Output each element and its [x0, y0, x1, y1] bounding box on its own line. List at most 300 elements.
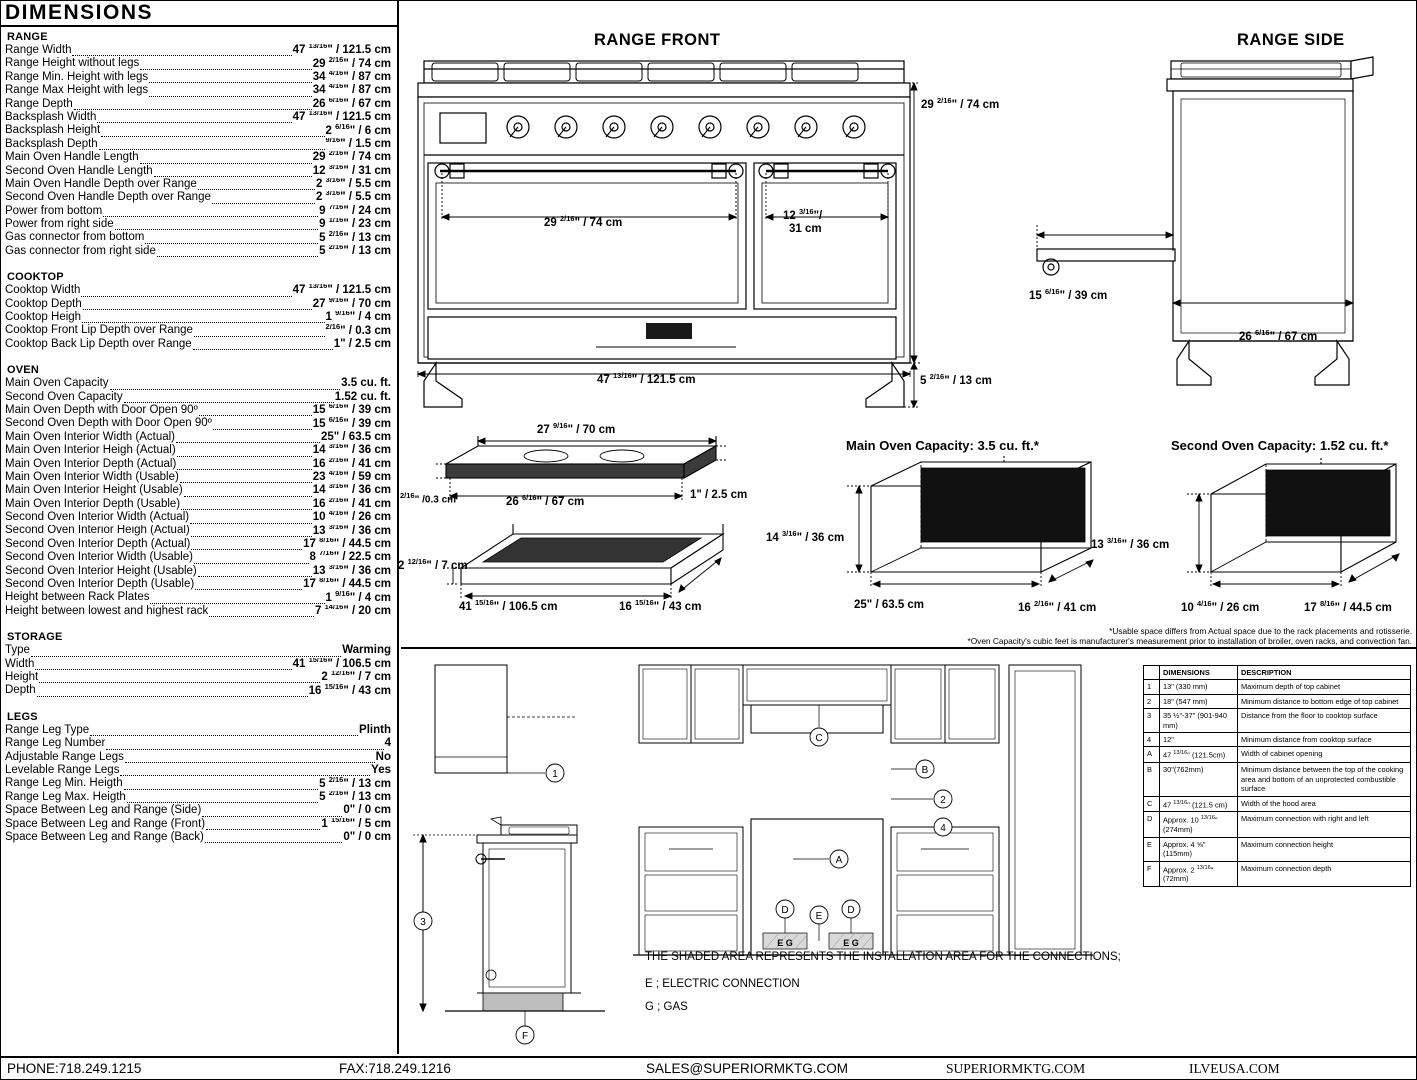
spec-row: [5, 818, 391, 831]
leader-dots: [124, 394, 334, 403]
range-side-heading: RANGE SIDE: [1237, 31, 1345, 49]
leader-dots: [149, 74, 312, 83]
leader-dots: [184, 488, 312, 497]
table-cell-dimension: 12": [1160, 733, 1238, 747]
table-header-dimensions: DIMENSIONS: [1160, 666, 1238, 680]
spec-label: Main Oven Handle Length: [5, 151, 139, 164]
spec-label: Second Oven Interior Depth (Usable): [5, 578, 195, 591]
section-heading-storage: STORAGE: [7, 631, 63, 644]
leader-dots: [82, 314, 324, 323]
spec-value: 47 $^{13/16}$" / 121.5 cm: [292, 110, 391, 123]
spec-row: [5, 298, 391, 311]
footer-phone: PHONE:718.249.1215: [7, 1061, 142, 1076]
section-gap: [5, 698, 391, 711]
leader-dots: [199, 407, 312, 416]
spec-value: 34 $^{4/16}$" / 87 cm: [312, 70, 391, 83]
leader-dots: [35, 661, 291, 670]
spec-row: [5, 658, 391, 671]
spec-row: [5, 511, 391, 524]
spec-row: [5, 431, 391, 444]
spec-label: Height: [5, 671, 39, 683]
spec-value: 15 $^{6/16}$" / 39 cm: [312, 417, 391, 430]
table-cell-dimension: 47 $^{13/16}$" (121.5 cm): [1160, 796, 1238, 812]
spec-value: $^{2/16}$" / 0.3 cm: [325, 324, 391, 337]
table-cell-description: Width of cabinet opening: [1238, 747, 1411, 763]
leader-dots: [115, 221, 318, 230]
installation-front-view: [633, 659, 1123, 969]
footer-site-ilve[interactable]: ILVEUSA.COM: [1189, 1060, 1280, 1076]
leader-dots: [127, 794, 318, 803]
table-cell-description: Distance from the floor to cooktop surface: [1238, 709, 1411, 733]
main-oven-width-dim: 25" / 63.5 cm: [854, 599, 925, 611]
second-oven-width-dim: 10 $^{4/16}$" / 26 cm: [1181, 599, 1260, 614]
spec-row: [5, 791, 391, 804]
svg-text:4: 4: [940, 823, 946, 834]
spec-row: [5, 764, 391, 777]
spec-row: [5, 644, 391, 657]
range-front-drawing: [406, 51, 926, 451]
leader-dots: [198, 568, 312, 577]
spec-label: Range Leg Number: [5, 737, 106, 750]
eg-label-left: E G: [777, 938, 793, 948]
front-width-dim: 47 $^{13/16}$" / 121.5 cm: [597, 371, 696, 386]
spec-label: Second Oven Interior Height (Usable): [5, 564, 197, 577]
table-cell-index: C: [1144, 796, 1160, 812]
spec-row: [5, 591, 391, 604]
spec-label: Second Oven Handle Length: [5, 164, 153, 177]
range-front-heading: RANGE FRONT: [594, 31, 721, 49]
spec-label: Range Leg Min. Heigth: [5, 777, 123, 790]
leader-dots: [205, 834, 343, 843]
table-cell-index: F: [1144, 861, 1160, 886]
table-cell-dimension: 35 ½"-37" (901-940 mm): [1160, 709, 1238, 733]
spec-value: 41 $^{15/16}$" / 106.5 cm: [292, 657, 391, 670]
spec-label: Range Height without legs: [5, 57, 140, 70]
spec-label: Main Oven Interior Depth (Actual): [5, 457, 177, 470]
spec-value: 5 $^{2/16}$" / 13 cm: [319, 777, 391, 790]
spec-row: [5, 84, 391, 97]
drawings-top: [398, 1, 1416, 649]
table-cell-index: A: [1144, 747, 1160, 763]
spec-row: [5, 417, 391, 430]
spec-value: 9 $^{7/16}$" / 24 cm: [319, 204, 391, 217]
leader-dots: [120, 767, 370, 776]
spec-value: 5 $^{2/16}$" / 13 cm: [319, 244, 391, 257]
table-cell-index: 3: [1144, 709, 1160, 733]
spec-label: Backsplash Depth: [5, 137, 98, 150]
footer-fax: FAX:718.249.1216: [339, 1061, 451, 1076]
spec-value: 4: [384, 737, 391, 750]
main-oven-depth-dim: 16 $^{2/16}$" / 41 cm: [1018, 599, 1097, 614]
spec-label: Type: [5, 644, 30, 657]
spec-value: 29 $^{2/16}$" / 74 cm: [312, 57, 391, 70]
table-cell-description: Maximum connection depth: [1238, 861, 1411, 886]
legend-gas: G ; GAS: [645, 1001, 688, 1013]
table-row: [1144, 747, 1411, 763]
spec-row: [5, 98, 391, 111]
second-oven-height-dim: 13 $^{3/16}$" / 36 cm: [1091, 536, 1170, 551]
leader-dots: [110, 381, 341, 390]
table-row: [1144, 763, 1411, 796]
spec-row: [5, 471, 391, 484]
main-oven-height-dim: 14 $^{3/16}$" / 36 cm: [766, 529, 845, 544]
spec-row: [5, 484, 391, 497]
side-door-open-dim: 15 $^{6/16}$" / 39 cm: [1029, 287, 1108, 302]
spec-label: Second Oven Interior Width (Actual): [5, 511, 190, 524]
storage-width-dim: 41 $^{15/16}$" / 106.5 cm: [459, 598, 558, 613]
spec-label: Second Oven Interior Width (Usable): [5, 551, 193, 564]
spec-label: Second Oven Interior Depth (Actual): [5, 537, 191, 550]
front-main-handle-dim: 29 $^{2/16}$" / 74 cm: [544, 214, 623, 229]
spec-value: 16 $^{2/16}$" / 41 cm: [312, 457, 391, 470]
spec-row: [5, 311, 391, 324]
spec-label: Main Oven Capacity: [5, 377, 109, 390]
leader-dots: [154, 168, 312, 177]
page-title: DIMENSIONS: [5, 1, 154, 24]
spec-row: [5, 551, 391, 564]
spec-row: [5, 178, 391, 191]
spec-value: 34 $^{4/16}$" / 87 cm: [312, 84, 391, 97]
table-cell-dimension: 13" (330 mm): [1160, 680, 1238, 694]
front-height-dim: 29 $^{2/16}$" / 74 cm: [921, 96, 1000, 111]
leader-dots: [37, 688, 308, 697]
spec-label: Depth: [5, 684, 36, 697]
leader-dots: [83, 301, 312, 310]
spec-label: Range Depth: [5, 97, 73, 110]
leader-dots: [72, 47, 291, 56]
table-cell-description: Minimum distance to bottom edge of top cabinet: [1238, 694, 1411, 708]
spec-label: Cooktop Depth: [5, 297, 82, 310]
spec-value: 8 $^{7/16}$" / 22.5 cm: [309, 551, 391, 564]
spec-row: [5, 498, 391, 511]
spec-label: Range Max Height with legs: [5, 84, 149, 97]
leader-dots: [202, 808, 342, 817]
spec-label: Power from bottom: [5, 204, 103, 217]
spec-row: [5, 751, 391, 764]
leader-dots: [191, 541, 302, 550]
leader-dots: [195, 581, 302, 590]
main-oven-box-drawing: [841, 456, 1141, 606]
second-oven-capacity-title: Second Oven Capacity: 1.52 cu. ft.*: [1171, 438, 1389, 453]
leader-dots: [97, 114, 291, 123]
svg-text:D: D: [781, 905, 789, 916]
cooktop-depth-dim: 27 $^{9/16}$" / 70 cm: [537, 421, 616, 436]
svg-text:1: 1: [552, 769, 558, 780]
spec-label: Cooktop Back Lip Depth over Range: [5, 337, 192, 350]
spec-value: 14 $^{3/16}$" / 36 cm: [312, 484, 391, 497]
spec-label: Main Oven Interior Width (Actual): [5, 430, 176, 443]
cooktop-inner-dim: 26 $^{6/16}$" / 67 cm: [506, 493, 585, 508]
spec-label: Height between lowest and highest rack: [5, 604, 209, 617]
table-cell-index: 1: [1144, 680, 1160, 694]
spec-label: Height between Rack Plates: [5, 591, 150, 604]
table-header-description: DESCRIPTION: [1238, 666, 1411, 680]
spec-value: 29 $^{2/16}$" / 74 cm: [312, 151, 391, 164]
spec-row: [5, 245, 391, 258]
spec-label: Space Between Leg and Range (Front): [5, 817, 206, 830]
leader-dots: [193, 341, 333, 350]
spec-label: Backsplash Height: [5, 124, 101, 137]
spec-value: 3.5 cu. ft.: [341, 377, 391, 390]
svg-text:C: C: [815, 733, 823, 744]
spec-label: Space Between Leg and Range (Back): [5, 830, 204, 843]
spec-value: 2 $^{6/16}$" / 6 cm: [325, 124, 391, 137]
spec-label: Second Oven Interior Heigh (Actual): [5, 524, 190, 537]
spec-value: 9 $^{1/16}$" / 23 cm: [319, 218, 391, 231]
spec-value: 47 $^{13/16}$" / 121.5 cm: [292, 284, 391, 297]
spec-row: [5, 165, 391, 178]
leader-dots: [149, 88, 312, 97]
main-oven-capacity-title: Main Oven Capacity: 3.5 cu. ft.*: [846, 438, 1039, 453]
leader-dots: [198, 181, 315, 190]
spec-value: 5 $^{2/16}$" / 13 cm: [319, 790, 391, 803]
oven-note-line-1: *Usable space differs from Actual space due to the rack placements and rotisserie.: [1109, 626, 1412, 636]
spec-value: 16 $^{2/16}$" / 41 cm: [312, 497, 391, 510]
spec-row: [5, 284, 391, 297]
spec-row: [5, 565, 391, 578]
section-heading-range: RANGE: [7, 31, 48, 43]
oven-capacity-note: [712, 626, 1412, 646]
spec-value: 47 $^{13/16}$" / 121.5 cm: [292, 44, 391, 56]
section-gap: [5, 618, 391, 631]
spec-label: Cooktop Width: [5, 284, 81, 297]
spec-value: 17 $^{8/16}$" / 44.5 cm: [303, 578, 391, 591]
spec-row: [5, 538, 391, 551]
leader-dots: [150, 595, 324, 604]
leader-dots: [90, 727, 358, 736]
leader-dots: [99, 141, 325, 150]
installation-side-view: [405, 659, 635, 1049]
leader-dots: [191, 528, 312, 537]
spec-label: Main Oven Interior Depth (Usable): [5, 497, 181, 510]
svg-text:A: A: [835, 855, 843, 866]
leader-dots: [140, 61, 311, 70]
spec-value: 16 $^{15/16}$" / 43 cm: [308, 684, 391, 697]
table-cell-index: D: [1144, 812, 1160, 837]
spec-value: 1" / 2.5 cm: [333, 337, 391, 350]
cooktop-back-lip-dim: 1" / 2.5 cm: [690, 489, 748, 501]
spec-value: 1 $^{15/16}$" / 5 cm: [321, 817, 391, 830]
spec-row: [5, 71, 391, 84]
leader-dots: [101, 128, 324, 137]
spec-label: Gas connector from bottom: [5, 231, 145, 244]
installation-section: [401, 651, 1416, 1054]
spec-row: [5, 404, 391, 417]
table-cell-dimension: Approx. 2 $^{13/16}$" (72mm): [1160, 861, 1238, 886]
spec-label: Width: [5, 657, 35, 670]
installation-shaded-note: THE SHADED AREA REPRESENTS THE INSTALLATION AREA FOR THE CONNECTIONS;: [645, 951, 1121, 963]
spec-value: 10 $^{4/16}$" / 26 cm: [312, 511, 391, 524]
spec-label: Main Oven Depth with Door Open 90º: [5, 403, 198, 416]
svg-text:D: D: [847, 905, 855, 916]
range-side-drawing: [1021, 53, 1411, 423]
leader-dots: [206, 821, 320, 830]
leader-dots: [106, 741, 383, 750]
front-second-handle-dim-l2: 31 cm: [789, 223, 822, 235]
spec-value: No: [375, 750, 391, 763]
page-title-bar: [1, 1, 399, 27]
table-cell-dimension: 18" (547 mm): [1160, 694, 1238, 708]
table-cell-dimension: Approx. 4 ⅝" (115mm): [1160, 837, 1238, 861]
cooktop-front-lip-dim: $^{2/16}$" /0.3 cm: [400, 491, 457, 506]
table-cell-description: Maximum depth of top cabinet: [1238, 680, 1411, 694]
table-cell-dimension: 30"(762mm): [1160, 763, 1238, 796]
spec-value: Plinth: [359, 723, 391, 736]
spec-value: 13 $^{3/16}$" / 36 cm: [312, 524, 391, 537]
leader-dots: [194, 555, 309, 564]
spec-row: [5, 218, 391, 231]
leader-dots: [125, 754, 375, 763]
section-gap: [5, 351, 391, 364]
spec-value: 1 $^{9/16}$" / 4 cm: [325, 311, 391, 324]
spec-label: Second Oven Depth with Door Open 90º: [5, 417, 212, 430]
spec-label: Second Oven Handle Depth over Range: [5, 191, 211, 204]
table-header-index: [1144, 666, 1160, 680]
legend-electric: E ; ELECTRIC CONNECTION: [645, 978, 800, 990]
table-cell-index: E: [1144, 837, 1160, 861]
spec-row: [5, 151, 391, 164]
section-heading-cooktop: COOKTOP: [7, 271, 64, 284]
eg-label-right: E G: [843, 938, 859, 948]
spec-row: [5, 684, 391, 697]
table-cell-dimension: Approx. 10 $^{13/16}$" (274mm): [1160, 812, 1238, 837]
table-cell-index: 2: [1144, 694, 1160, 708]
spec-value: 27 $^{9/16}$" / 70 cm: [312, 297, 391, 310]
front-second-handle-dim-l1: 12 $^{3/16}$"/: [783, 207, 823, 222]
table-cell-description: Minimum distance between the top of the cooking area and bottom of an unprotected combustible surface: [1238, 763, 1411, 796]
svg-text:F: F: [521, 1031, 529, 1042]
spec-value: 23 $^{4/16}$" / 59 cm: [312, 470, 391, 483]
svg-text:E: E: [815, 911, 823, 922]
leader-dots: [145, 235, 318, 244]
spec-label: Cooktop Front Lip Depth over Range: [5, 324, 193, 337]
spec-value: 0" / 0 cm: [343, 804, 391, 817]
spec-row: [5, 831, 391, 844]
spec-row: [5, 724, 391, 737]
spec-label: Range Width: [5, 44, 72, 56]
spec-value: 25" / 63.5 cm: [320, 430, 391, 443]
spec-row: [5, 458, 391, 471]
table-cell-index: B: [1144, 763, 1160, 796]
front-leg-dim: 5 $^{2/16}$" / 13 cm: [920, 372, 992, 387]
footer-email[interactable]: SALES@SUPERIORMKTG.COM: [646, 1061, 848, 1076]
spec-row: [5, 205, 391, 218]
spec-row: [5, 111, 391, 124]
spec-row: [5, 578, 391, 591]
spec-value: 1.52 cu. ft.: [334, 390, 391, 403]
section-heading-oven: OVEN: [7, 364, 39, 377]
leader-dots: [177, 461, 311, 470]
spec-row: [5, 138, 391, 151]
spec-label: Second Oven Capacity: [5, 390, 123, 403]
spec-label: Space Between Leg and Range (Side): [5, 804, 202, 817]
spec-label: Main Oven Handle Depth over Range: [5, 177, 197, 190]
leader-dots: [157, 248, 318, 257]
spec-value: 2 $^{3/16}$" / 5.5 cm: [315, 177, 391, 190]
leader-dots: [190, 515, 312, 524]
spec-row: [5, 525, 391, 538]
specification-list: [1, 27, 399, 1054]
spec-value: 5 $^{2/16}$" / 13 cm: [319, 231, 391, 244]
table-header-row: [1144, 666, 1411, 680]
table-row: [1144, 837, 1411, 861]
spec-label: Main Oven Interior Heigh (Actual): [5, 444, 176, 457]
table-row: [1144, 709, 1411, 733]
second-oven-depth-dim: 17 $^{8/16}$" / 44.5 cm: [1304, 599, 1392, 614]
section-heading-legs: LEGS: [7, 710, 38, 723]
table-row: [1144, 812, 1411, 837]
spec-row: [5, 338, 391, 351]
leader-dots: [194, 328, 325, 337]
leader-dots: [176, 434, 320, 443]
spec-value: Yes: [371, 763, 391, 776]
spec-value: 13 $^{3/16}$" / 36 cm: [312, 564, 391, 577]
spec-label: Levelable Range Legs: [5, 763, 120, 776]
second-oven-box-drawing: [1171, 456, 1417, 606]
spec-value: Warming: [342, 644, 391, 657]
leader-dots: [209, 608, 314, 617]
spec-row: [5, 671, 391, 684]
spec-label: Range Leg Type: [5, 723, 90, 736]
storage-depth-dim: 16 $^{15/16}$" / 43 cm: [619, 598, 702, 613]
leader-dots: [177, 448, 312, 457]
spec-row: [5, 324, 391, 337]
spec-label: Range Min. Height with legs: [5, 70, 149, 83]
spec-row: [5, 777, 391, 790]
leader-dots: [103, 208, 318, 217]
storage-height-dim: 2 $^{12/16}$" / 7 cm: [398, 557, 468, 572]
spec-row: [5, 444, 391, 457]
spec-label: Cooktop Heigh: [5, 311, 82, 324]
leader-dots: [31, 648, 341, 657]
leader-dots: [39, 674, 320, 683]
spec-row: [5, 737, 391, 750]
spec-value: $^{9/16}$" / 1.5 cm: [325, 137, 391, 150]
table-cell-description: Maximum connection height: [1238, 837, 1411, 861]
leader-dots: [213, 421, 312, 430]
leader-dots: [74, 101, 312, 110]
spec-value: 12 $^{3/16}$" / 31 cm: [312, 164, 391, 177]
footer-site-superior[interactable]: SUPERIORMKTG.COM: [946, 1060, 1086, 1076]
table-row: [1144, 733, 1411, 747]
spec-row: [5, 804, 391, 817]
spec-row: [5, 57, 391, 70]
spec-value: 14 $^{3/16}$" / 36 cm: [312, 444, 391, 457]
spec-value: 2 $^{3/16}$" / 5.5 cm: [315, 191, 391, 204]
spec-row: [5, 44, 391, 57]
svg-text:B: B: [921, 765, 929, 776]
leader-dots: [124, 781, 319, 790]
spec-value: 15 $^{6/16}$" / 39 cm: [312, 403, 391, 416]
installation-dimensions-table: [1143, 665, 1411, 887]
spec-row: [5, 231, 391, 244]
spec-label: Range Leg Max. Heigth: [5, 790, 126, 803]
spec-value: 0" / 0 cm: [343, 830, 391, 843]
spec-value: 7 $^{14/16}$" / 20 cm: [314, 604, 391, 617]
spec-label: Backsplash Width: [5, 110, 97, 123]
table-cell-description: Minimum distance from cooktop surface: [1238, 733, 1411, 747]
spec-label: Power from right side: [5, 218, 114, 231]
footer-bar: [1, 1056, 1416, 1079]
side-depth-dim: 26 $^{6/16}$" / 67 cm: [1239, 328, 1318, 343]
spec-label: Main Oven Interior Height (Usable): [5, 484, 183, 497]
spec-row: [5, 191, 391, 204]
leader-dots: [212, 195, 315, 204]
spec-label: Gas connector from right side: [5, 244, 156, 257]
leader-dots: [81, 288, 291, 297]
table-cell-index: 4: [1144, 733, 1160, 747]
spec-value: 1 $^{9/16}$" / 4 cm: [325, 591, 391, 604]
